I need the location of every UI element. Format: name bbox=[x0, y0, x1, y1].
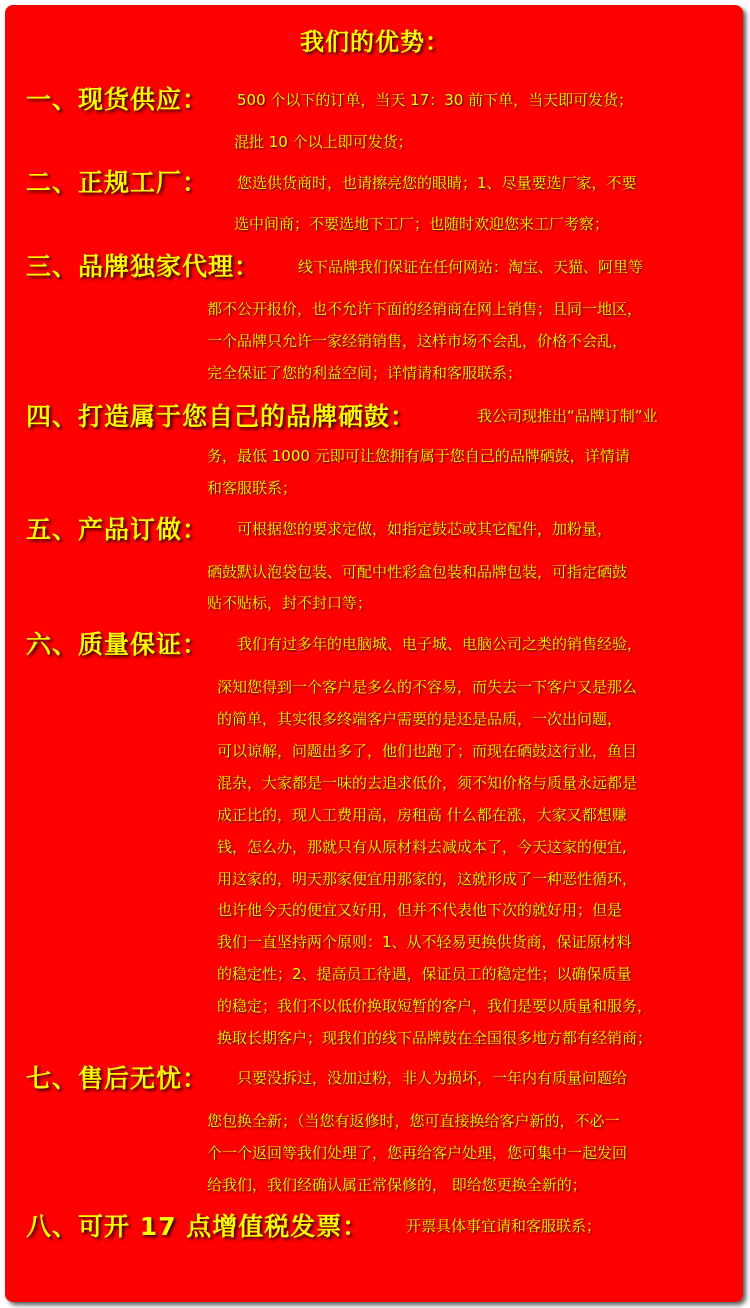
section-line: 用这家的，明天那家便宜用那家的，这就形成了一种恶性循环， bbox=[217, 870, 638, 888]
section-line: 可根据您的要求定做，如指定鼓芯或其它配件，加粉量， bbox=[237, 520, 613, 538]
section-line: 线下品牌我们保证在任何网站：淘宝、天猫、阿里等 bbox=[298, 258, 644, 276]
section-line: 也许他今天的便宜又好用，但并不代表他下次的就好用；但是 bbox=[217, 901, 623, 919]
section-line: 完全保证了您的利益空间；详情请和客服联系； bbox=[207, 364, 523, 382]
section-line: 我公司现推出“品牌订制”业 bbox=[477, 407, 658, 425]
section-line: 贴不贴标，封不封口等； bbox=[207, 594, 373, 612]
section-heading-factory: 二、正规工厂： bbox=[26, 168, 209, 197]
section-line: 都不公开报价，也不允许下面的经销商在网上销售；且同一地区， bbox=[207, 300, 643, 318]
section-heading-stock: 一、现货供应： bbox=[26, 85, 209, 114]
section-line: 您包换全新；（当您有返修时，您可直接换给客户新的，不必一 bbox=[207, 1112, 620, 1130]
section-line: 开票具体事宜请和客服联系； bbox=[406, 1217, 602, 1235]
section-line: 一个品牌只允许一家经销销售，这样市场不会乱，价格不会乱， bbox=[207, 332, 628, 350]
section-heading-brand-agent: 三、品牌独家代理： bbox=[26, 252, 261, 281]
section-line: 选中间商；不要选地下工厂；也随时欢迎您来工厂考察； bbox=[234, 215, 610, 233]
section-heading-quality: 六、质量保证： bbox=[26, 630, 209, 659]
section-line: 成正比的，现人工费用高，房租高 什么都在涨，大家又都想赚 bbox=[217, 806, 627, 824]
section-line: 个一个返回等我们处理了，您再给客户处理，您可集中一起发回 bbox=[207, 1144, 628, 1162]
section-heading-own-brand: 四、打造属于您自己的品牌硒鼓： bbox=[26, 402, 417, 431]
section-line: 换取长期客户；现我们的线下品牌鼓在全国很多地方都有经销商； bbox=[217, 1029, 653, 1047]
section-heading-custom: 五、产品订做： bbox=[26, 515, 209, 544]
section-line: 500 个以下的订单，当天 17：30 前下单，当天即可发货； bbox=[237, 91, 634, 109]
section-line: 您选供货商时，也请擦亮您的眼睛；1、尽量要选厂家，不要 bbox=[237, 174, 637, 192]
section-line: 我们一直坚持两个原则：1、从不轻易更换供货商，保证原材料 bbox=[217, 933, 632, 951]
section-line: 的稳定；我们不以低价换取短暂的客户，我们是要以质量和服务， bbox=[217, 997, 653, 1015]
section-line: 混杂，大家都是一味的去追求低价，须不知价格与质量永远都是 bbox=[217, 774, 638, 792]
section-line: 和客服联系； bbox=[207, 479, 298, 497]
section-line: 的简单，其实很多终端客户需要的是还是品质，一次出问题， bbox=[217, 710, 623, 728]
section-line: 的稳定性；2、提高员工待遇，保证员工的稳定性；以确保质量 bbox=[217, 965, 632, 983]
section-line: 钱，怎么办，那就只有从原材料去减成本了，今天这家的便宜, bbox=[217, 838, 627, 856]
page-title: 我们的优势： bbox=[300, 28, 450, 56]
section-line: 硒鼓默认泡袋包装、可配中性彩盒包装和品牌包装，可指定硒鼓 bbox=[207, 563, 628, 581]
section-line: 务，最低 1000 元即可让您拥有属于您自己的品牌硒鼓，详情请 bbox=[207, 447, 630, 465]
section-line: 只要没拆过，没加过粉，非人为损坏，一年内有质量问题给 bbox=[237, 1069, 628, 1087]
section-line: 混批 10 个以上即可发货； bbox=[234, 133, 413, 151]
section-line: 深知您得到一个客户是多么的不容易，而失去一下客户又是那么 bbox=[217, 678, 638, 696]
section-line: 给我们，我们经确认属正常保修的， 即给您更换全新的； bbox=[207, 1176, 587, 1194]
section-line: 可以谅解，问题出多了，他们也跑了；而现在硒鼓这行业，鱼目 bbox=[217, 742, 638, 760]
section-line: 我们有过多年的电脑城、电子城、电脑公司之类的销售经验， bbox=[237, 635, 643, 653]
section-heading-invoice: 八、可开 17 点增值税发票： bbox=[26, 1212, 369, 1241]
section-heading-after-sales: 七、售后无忧： bbox=[26, 1064, 209, 1093]
